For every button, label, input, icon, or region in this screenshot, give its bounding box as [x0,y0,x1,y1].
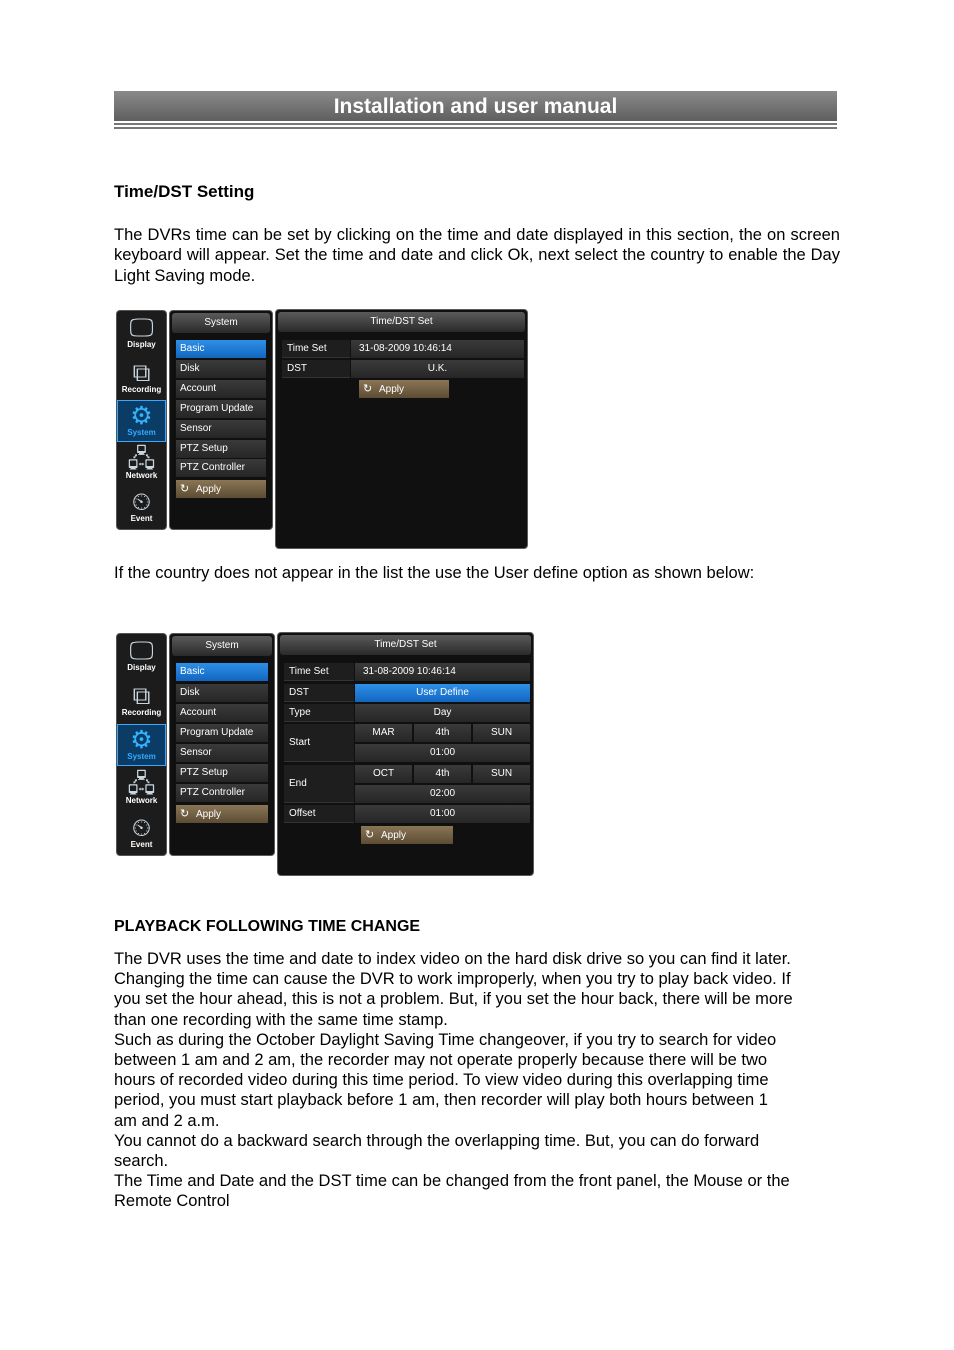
apply-icon: ↻ [180,808,190,820]
section-heading-time-dst: Time/DST Setting [114,182,255,201]
event-icon: ⏲ [131,488,152,516]
playback-line: Remote Control [114,1192,230,1211]
system-menu-panel [169,310,273,530]
time-set-value[interactable]: 31-08-2009 10:46:14 [351,340,524,358]
end-month-select[interactable]: OCT [355,765,412,783]
playback-line: The DVR uses the time and date to index video on the hard disk drive so you can find it later. [114,950,791,968]
menu-item-ptz-controller[interactable]: PTZ Controller [176,784,268,802]
playback-line: You cannot do a backward search through the overlapping time. But, you can do forward [114,1131,760,1150]
start-month-select[interactable]: MAR [355,724,412,742]
system-apply-button[interactable]: ↻ Apply [176,480,266,498]
time-dst-title: Time/DST Set [278,312,525,332]
sidebar-item-network[interactable]: 🖧 Network [117,444,166,486]
type-select[interactable]: Day [355,704,530,722]
menu-item-sensor[interactable]: Sensor [176,420,266,438]
system-menu-title: System [172,313,270,333]
menu-item-disk[interactable]: Disk [176,684,268,702]
section-heading-playback: PLAYBACK FOLLOWING TIME CHANGE [114,918,421,935]
menu-item-ptz-setup[interactable]: PTZ Setup [176,440,266,458]
sidebar-item-event[interactable]: ⏲ Event [117,487,166,529]
playback-line: search. [114,1152,169,1171]
dst-select[interactable]: U.K. [351,360,524,378]
apply-icon: ↻ [365,829,375,841]
sidebar-item-network[interactable]: 🖧 Network [117,769,166,811]
category-sidebar [116,310,167,530]
end-week-select[interactable]: 4th [414,765,471,783]
dst-label: DST [282,360,350,378]
playback-line: period, you must start playback before 1 am, then recorder will play both hours between 1 [114,1091,768,1110]
playback-line: than one recording with the same time stamp. [114,1010,448,1029]
start-label: Start [284,724,354,762]
manual-header-bar [114,91,837,121]
system-menu-panel [169,633,275,856]
header-rule-bottom [114,127,837,129]
sidebar-item-display[interactable]: 🖵 Display [117,636,166,680]
offset-select[interactable]: 01:00 [355,805,530,823]
menu-item-ptz-controller[interactable]: PTZ Controller [176,459,266,477]
start-day-select[interactable]: SUN [473,724,530,742]
end-label: End [284,765,354,803]
type-label: Type [284,704,354,722]
recording-icon: ⧉ [132,682,151,710]
sidebar-item-recording[interactable]: ⧉ Recording [117,358,166,400]
system-icon: ⚙ [130,726,153,754]
user-define-paragraph: If the country does not appear in the list the use the User define option as shown below: [114,564,755,582]
playback-line: you set the hour ahead, this is not a problem. But, if you set the hour back, there will be more [114,990,793,1009]
playback-line: Such as during the October Daylight Saving Time changeover, if you try to search for video [114,1030,777,1049]
sidebar-item-event[interactable]: ⏲ Event [117,813,166,855]
time-dst-apply-button[interactable]: ↻ Apply [359,380,449,398]
offset-label: Offset [284,805,354,823]
time-dst-apply-button[interactable]: ↻ Apply [361,826,453,844]
end-time-select[interactable]: 02:00 [355,785,530,803]
menu-item-account[interactable]: Account [176,704,268,722]
time-dst-panel [277,632,534,876]
menu-item-disk[interactable]: Disk [176,360,266,378]
menu-item-program-update[interactable]: Program Update [176,724,268,742]
menu-item-basic[interactable]: Basic [176,663,268,681]
time-set-value[interactable]: 31-08-2009 10:46:14 [355,663,530,681]
network-icon: 🖧 [127,445,156,473]
network-icon: 🖧 [127,770,156,798]
time-set-label: Time Set [282,340,350,358]
playback-text-block [114,949,844,1212]
apply-icon: ↻ [363,383,373,395]
event-icon: ⏲ [131,814,152,842]
system-menu-title: System [172,636,272,656]
playback-line: The Time and Date and the DST time can be changed from the front panel, the Mouse or the [114,1172,790,1191]
intro-paragraph: The DVRs time can be set by clicking on the time and date displayed in this section, the on screen keyboard will appear. Set the time and date and click Ok, next select the country to enable the Day Light Saving mode. [114,226,840,285]
sidebar-item-system[interactable]: ⚙ System [117,724,166,766]
category-sidebar [116,633,167,856]
menu-item-ptz-setup[interactable]: PTZ Setup [176,764,268,782]
playback-line: am and 2 a.m. [114,1111,220,1130]
monitor-icon: 🖵 [129,314,154,342]
header-rule-top [114,123,837,125]
time-dst-title: Time/DST Set [280,635,531,655]
playback-line: hours of recorded video during this time period. To view video during this overlapping time [114,1071,769,1090]
time-set-label: Time Set [284,663,354,681]
start-week-select[interactable]: 4th [414,724,471,742]
sidebar-item-recording[interactable]: ⧉ Recording [117,681,166,723]
dst-select[interactable]: User Define [355,684,530,702]
system-icon: ⚙ [130,402,153,430]
menu-item-basic[interactable]: Basic [176,340,266,358]
playback-line: Changing the time can cause the DVR to work improperly, when you try to play back video. If [114,970,791,989]
playback-line: between 1 am and 2 am, the recorder may not operate properly because there will be two [114,1051,768,1070]
menu-item-sensor[interactable]: Sensor [176,744,268,762]
recording-icon: ⧉ [132,359,151,387]
end-day-select[interactable]: SUN [473,765,530,783]
system-apply-button[interactable]: ↻ Apply [176,805,268,823]
time-dst-panel [275,309,528,549]
menu-item-account[interactable]: Account [176,380,266,398]
apply-icon: ↻ [180,483,190,495]
dst-label: DST [284,684,354,702]
sidebar-item-system[interactable]: ⚙ System [117,400,166,442]
start-time-select[interactable]: 01:00 [355,744,530,762]
manual-title: Installation and user manual [333,95,618,118]
monitor-icon: 🖵 [129,637,154,665]
menu-item-program-update[interactable]: Program Update [176,400,266,418]
sidebar-item-display[interactable]: 🖵 Display [117,313,166,357]
